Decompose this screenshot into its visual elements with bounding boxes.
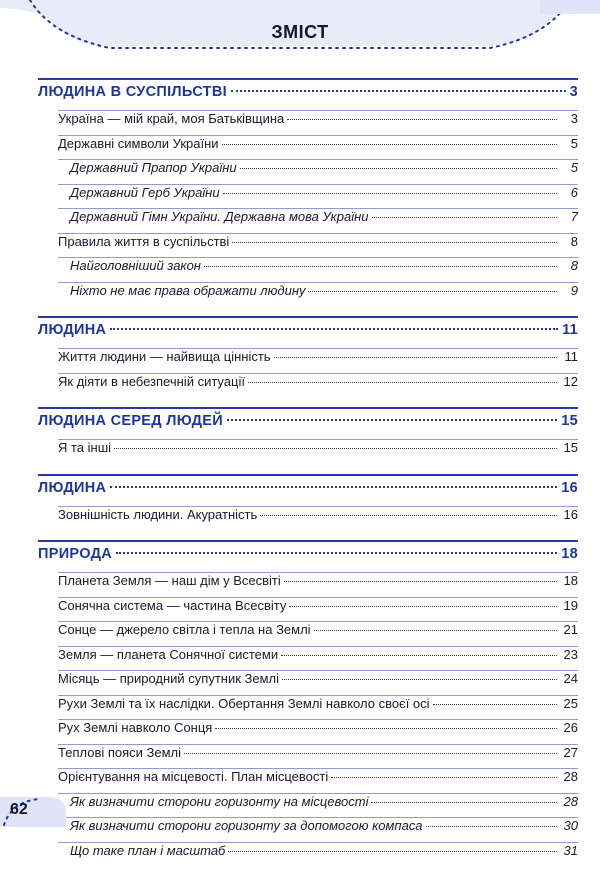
- toc-section: [38, 407, 578, 464]
- section-heading[interactable]: [38, 413, 578, 439]
- entry-title: Планета Земля — наш дім у Всесвіті: [58, 573, 281, 588]
- leader-dots: [289, 606, 557, 607]
- entry-page: 25: [563, 695, 578, 711]
- entry-list: [58, 439, 578, 464]
- toc-entry[interactable]: [58, 110, 578, 135]
- section-page: 3: [569, 84, 578, 100]
- entry-page: 27: [563, 744, 578, 760]
- leader-dots: [284, 581, 557, 582]
- entry-title: Рухи Землі та їх наслідки. Обертання Землі навколо своєї осі: [58, 695, 430, 711]
- toc-entry[interactable]: [58, 135, 578, 160]
- toc-entry[interactable]: [58, 621, 578, 646]
- section-page: 16: [561, 479, 578, 496]
- leader-dots: [287, 119, 557, 120]
- leader-dots: [274, 357, 557, 358]
- toc-entry[interactable]: [58, 768, 578, 793]
- entry-title: Сонячна система — частина Всесвіту: [58, 597, 287, 613]
- leader-dots: [110, 486, 557, 488]
- entry-title: Зовнішність людини. Акуратність: [58, 506, 258, 522]
- entry-title: Місяць — природний супутник Землі: [58, 671, 280, 686]
- entry-title: Сонце — джерело світла і тепла на Землі: [58, 622, 311, 637]
- entry-list: [58, 348, 578, 397]
- entry-title: Життя людини — найвища цінність: [58, 349, 271, 364]
- entry-page: 24: [563, 671, 578, 686]
- leader-dots: [248, 382, 557, 383]
- leader-dots: [314, 630, 557, 631]
- section-title: ЛЮДИНА СЕРЕД ЛЮДЕЙ: [38, 413, 223, 429]
- entry-page: 26: [563, 720, 578, 735]
- leader-dots: [231, 90, 566, 92]
- leader-dots: [433, 704, 557, 705]
- entry-title: Державний Прапор України: [70, 160, 237, 175]
- entry-page: 16: [563, 506, 578, 522]
- entry-page: 31: [563, 842, 578, 858]
- section-title: ПРИРОДА: [38, 546, 112, 562]
- entry-page: 7: [570, 209, 578, 224]
- entry-title: Орієнтування на місцевості. План місцевості: [58, 769, 329, 784]
- toc-subentry[interactable]: [58, 793, 578, 818]
- entry-title: Рух Землі навколо Сонця: [58, 720, 213, 735]
- toc-subentry[interactable]: [58, 817, 578, 842]
- entry-page: 8: [570, 258, 578, 273]
- entry-title: Земля — планета Сонячної системи: [58, 646, 279, 662]
- entry-list: [58, 572, 578, 866]
- toc-entry[interactable]: [58, 506, 578, 531]
- entry-title: Державний Герб України: [70, 184, 220, 200]
- leader-dots: [308, 291, 557, 292]
- entry-title: Як діяти в небезпечній ситуації: [58, 373, 245, 389]
- toc-section: [38, 316, 578, 397]
- leader-dots: [184, 753, 557, 754]
- leader-dots: [215, 728, 557, 729]
- leader-dots: [371, 802, 557, 803]
- section-title: ЛЮДИНА В СУСПІЛЬСТВІ: [38, 84, 227, 100]
- toc-entry[interactable]: [58, 695, 578, 720]
- section-heading[interactable]: [38, 546, 578, 572]
- entry-page: 9: [570, 282, 578, 298]
- entry-title: Як визначити сторони горизонту на місцевості: [70, 793, 369, 809]
- leader-dots: [116, 552, 557, 554]
- entry-title: Що таке план і масштаб: [70, 842, 226, 858]
- toc-subentry[interactable]: [58, 257, 578, 282]
- toc-section: [38, 540, 578, 866]
- toc-entry[interactable]: [58, 348, 578, 373]
- leader-dots: [281, 655, 557, 656]
- entry-list: [58, 506, 578, 531]
- section-page: 15: [561, 413, 578, 429]
- entry-page: 12: [563, 373, 578, 389]
- entry-page: 28: [563, 769, 578, 784]
- leader-dots: [372, 217, 558, 218]
- entry-title: Найголовніший закон: [70, 258, 201, 273]
- entry-title: Державні символи України: [58, 135, 219, 151]
- section-heading[interactable]: [38, 322, 578, 348]
- section-title: ЛЮДИНА: [38, 479, 107, 496]
- toc-entry[interactable]: [58, 670, 578, 695]
- toc-entry[interactable]: [58, 719, 578, 744]
- entry-list: [58, 110, 578, 306]
- entry-page: 6: [570, 184, 578, 200]
- leader-dots: [331, 777, 557, 778]
- entry-page: 19: [563, 597, 578, 613]
- entry-page: 23: [563, 646, 578, 662]
- entry-title: Правила життя в суспільстві: [58, 233, 230, 249]
- toc-entry[interactable]: [58, 744, 578, 769]
- toc-section: [38, 474, 578, 531]
- entry-title: Україна — мій край, моя Батьківщина: [58, 111, 285, 126]
- entry-title: Державний Гімн України. Державна мова України: [70, 209, 369, 224]
- leader-dots: [223, 193, 557, 194]
- leader-dots: [282, 679, 557, 680]
- entry-title: Теплові пояси Землі: [58, 744, 182, 760]
- entry-page: 30: [563, 818, 578, 833]
- entry-title: Ніхто не має права ображати людину: [70, 282, 306, 298]
- entry-page: 8: [570, 233, 578, 249]
- page-title: ЗМІСТ: [271, 22, 329, 42]
- section-title: ЛЮДИНА: [38, 322, 107, 338]
- leader-dots: [260, 515, 557, 516]
- leader-dots: [232, 242, 557, 243]
- section-page: 11: [562, 322, 578, 338]
- leader-dots: [114, 448, 557, 449]
- section-heading[interactable]: [38, 480, 578, 506]
- table-of-contents: [38, 78, 578, 876]
- section-heading[interactable]: [38, 84, 578, 110]
- entry-page: 18: [563, 573, 578, 588]
- leader-dots: [240, 168, 557, 169]
- toc-entry[interactable]: [58, 233, 578, 258]
- toc-entry[interactable]: [58, 439, 578, 464]
- entry-page: 11: [564, 349, 578, 364]
- section-page: 18: [561, 546, 578, 562]
- entry-page: 28: [563, 793, 578, 809]
- leader-dots: [227, 419, 557, 421]
- entry-page: 21: [563, 622, 578, 637]
- toc-subentry[interactable]: [58, 282, 578, 307]
- leader-dots: [204, 266, 557, 267]
- entry-title: Я та інші: [58, 440, 112, 455]
- leader-dots: [222, 144, 557, 145]
- toc-subentry[interactable]: [58, 842, 578, 867]
- toc-subentry[interactable]: [58, 184, 578, 209]
- toc-subentry[interactable]: [58, 208, 578, 233]
- page-number: 62: [10, 801, 28, 818]
- toc-entry[interactable]: [58, 572, 578, 597]
- toc-entry[interactable]: [58, 373, 578, 398]
- toc-section: [38, 78, 578, 306]
- entry-page: 5: [570, 135, 578, 151]
- entry-page: 15: [563, 440, 578, 455]
- leader-dots: [110, 328, 558, 330]
- toc-entry[interactable]: [58, 646, 578, 671]
- entry-page: 3: [570, 111, 578, 126]
- toc-subentry[interactable]: [58, 159, 578, 184]
- entry-page: 5: [570, 160, 578, 175]
- entry-title: Як визначити сторони горизонту за допомогою компаса: [70, 818, 423, 833]
- toc-entry[interactable]: [58, 597, 578, 622]
- leader-dots: [228, 851, 557, 852]
